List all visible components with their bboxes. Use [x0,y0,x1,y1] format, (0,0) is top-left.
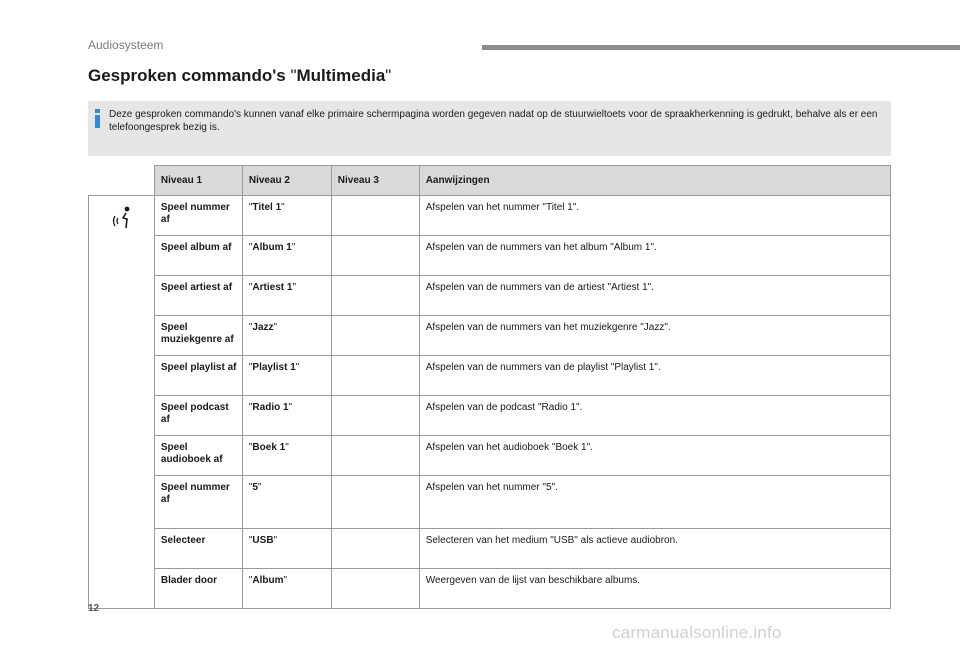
table-header-row [89,166,891,196]
table-row [89,569,891,609]
table-row [89,436,891,476]
note-cell: Afspelen van het nummer "5". [419,476,890,529]
level2-cell: "Album 1" [242,236,331,276]
level3-cell [331,396,419,436]
level1-cell: Speel nummer af [154,196,242,236]
note-cell: Weergeven van de lijst van beschikbare albums. [419,569,890,609]
level2-cell: "Jazz" [242,316,331,356]
note-cell: Afspelen van de nummers van het muziekgenre "Jazz". [419,316,890,356]
note-cell: Afspelen van de nummers van de artiest "Artiest 1". [419,276,890,316]
column-header-level2: Niveau 2 [242,166,331,196]
voice-commands-table [88,165,891,609]
info-notice [88,101,891,156]
level1-cell: Speel playlist af [154,356,242,396]
level2-cell: "Radio 1" [242,396,331,436]
level2-cell: "Artiest 1" [242,276,331,316]
level1-cell: Speel album af [154,236,242,276]
note-cell: Selecteren van het medium "USB" als actieve audiobron. [419,529,890,569]
voice-icon-cell [89,196,155,609]
level1-cell: Speel nummer af [154,476,242,529]
column-header-notes: Aanwijzingen [419,166,890,196]
level3-cell [331,476,419,529]
page-number: 12 [88,603,100,614]
page-title: Gesproken commando's "Multimedia" [88,66,392,85]
level3-cell [331,316,419,356]
level3-cell [331,356,419,396]
table-row [89,276,891,316]
level2-cell: "Boek 1" [242,436,331,476]
level3-cell [331,529,419,569]
table-row [89,476,891,529]
info-icon [94,109,101,128]
table-row [89,396,891,436]
level1-cell: Speel artiest af [154,276,242,316]
level2-cell: "5" [242,476,331,529]
level3-cell [331,569,419,609]
note-cell: Afspelen van het nummer "Titel 1". [419,196,890,236]
level3-cell [331,236,419,276]
level1-cell: Speel muziekgenre af [154,316,242,356]
table-row [89,316,891,356]
level2-cell: "Playlist 1" [242,356,331,396]
level2-cell: "Titel 1" [242,196,331,236]
note-cell: Afspelen van de podcast "Radio 1". [419,396,890,436]
table-row [89,196,891,236]
level1-cell: Blader door [154,569,242,609]
section-label: Audiosysteem [88,38,164,52]
page-title-text: Gesproken commando's [88,66,286,85]
table-row [89,356,891,396]
level1-cell: Speel podcast af [154,396,242,436]
table-row [89,529,891,569]
column-header-level3: Niveau 3 [331,166,419,196]
note-cell: Afspelen van de nummers van de playlist "Playlist 1". [419,356,890,396]
section-divider-bar [482,45,960,50]
voice-command-icon [112,206,134,230]
level2-cell: "USB" [242,529,331,569]
level3-cell [331,436,419,476]
watermark-text: carmanualsonline.info [612,623,782,642]
level1-cell: Speel audioboek af [154,436,242,476]
note-cell: Afspelen van het audioboek "Boek 1". [419,436,890,476]
level1-cell: Selecteer [154,529,242,569]
note-cell: Afspelen van de nummers van het album "Album 1". [419,236,890,276]
level2-cell: "Album" [242,569,331,609]
level3-cell [331,276,419,316]
column-header-level1: Niveau 1 [154,166,242,196]
level3-cell [331,196,419,236]
page-title-quoted: Multimedia [296,66,386,85]
info-notice-text: Deze gesproken commando's kunnen vanaf elke primaire schermpagina worden gegeven nadat op de stuurwieltoets voor de spraakherkenning is gedrukt, behalve als er een telefoongesprek bezig is. [109,109,878,133]
table-row [89,236,891,276]
